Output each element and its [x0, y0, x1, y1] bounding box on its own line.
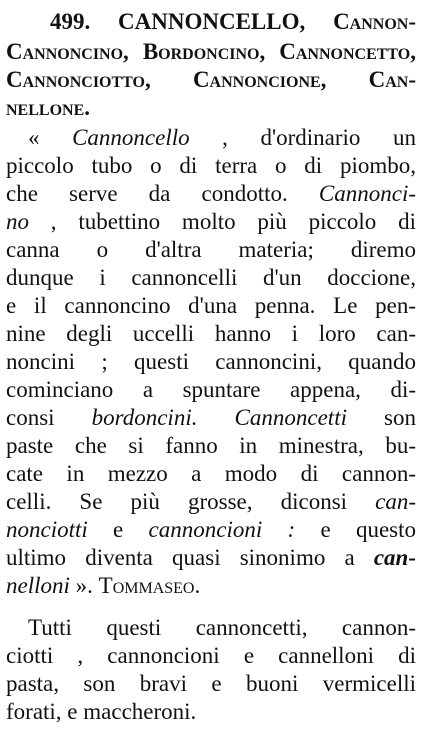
entry-number: 499. [50, 9, 91, 34]
quote-line-1: « Cannoncello , d'ordinario un [28, 125, 416, 150]
quote-line-4: no , tubettino molto più piccolo di [6, 209, 416, 234]
quote-line-5: canna o d'altra materia; diremo [6, 237, 416, 262]
paragraph2-line-2: ciotti , cannoncioni e cannelloni di [6, 643, 416, 668]
term: Cannoncetti [234, 405, 347, 430]
quote-line-13: cate in mezzo a modo di cannon- [6, 461, 416, 486]
quote-line-15: nonciotti e cannoncioni : e questo [6, 517, 416, 542]
term: bordoncini. [91, 405, 198, 430]
paragraph2-line-1: Tutti questi cannoncetti, cannon- [28, 615, 416, 640]
quote-line-3: che serve da condotto. Cannonci- [6, 181, 416, 206]
entry-header-line-1 [50, 8, 416, 36]
quote-line-10: cominciano a spuntare appena, di- [6, 377, 416, 402]
entry-header-line-3: Cannonciotto, Cannoncione, Can- [6, 67, 416, 92]
quote-line-7: e il cannoncino d'una penna. Le pen- [6, 293, 416, 318]
term: nelloni [6, 573, 70, 598]
term: cannoncioni : [148, 517, 296, 542]
synonym: Cannon- [333, 9, 416, 34]
term: nonciotti [6, 517, 88, 542]
quote-line-8: nine degli uccelli hanno i loro can- [6, 321, 416, 346]
term: can- [373, 545, 416, 570]
entry-header-line-2: Cannoncino, Bordoncino, Cannoncetto, [6, 39, 416, 64]
entry-headword: CANNONCELLO, [118, 9, 306, 34]
quote-line-14: celli. Se più grosse, diconsi can- [6, 489, 416, 514]
term: no [6, 209, 29, 234]
quote-line-6: dunque i cannoncelli d'un doccione, [6, 265, 416, 290]
entry-header-line-4: nellone. [6, 95, 90, 120]
quote-line-16: ultimo diventa quasi sinonimo a can- [6, 545, 416, 570]
paragraph2-line-4: forati, e maccheroni. [6, 699, 197, 724]
term: Cannonci- [318, 181, 416, 206]
quote-line-2: piccolo tubo o di terra o di piombo, [6, 153, 416, 178]
term: can- [375, 489, 416, 514]
quote-line-12: paste che si fanno in minestra, bu- [6, 433, 416, 458]
author-attribution: Tommaseo. [98, 573, 201, 598]
quote-line-9: noncini ; questi cannoncini, quando [6, 349, 416, 374]
quote-line-17: nelloni ». Tommaseo. [6, 573, 201, 598]
quote-line-11: consi bordoncini. Cannoncetti son [6, 405, 417, 430]
term: Cannoncello [72, 125, 190, 150]
paragraph2-line-3: pasta, son bravi e buoni vermicelli [6, 671, 416, 696]
